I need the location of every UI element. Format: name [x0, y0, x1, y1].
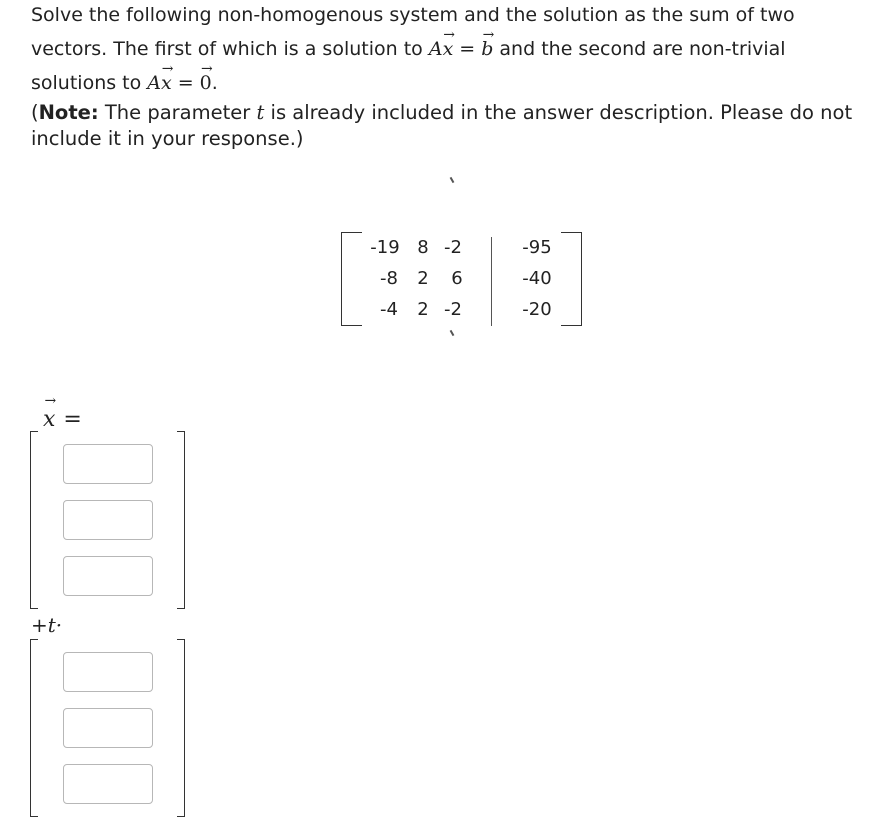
artifact-tick — [450, 330, 455, 336]
note — [31, 100, 861, 152]
matrix-cell: -8 — [380, 268, 398, 289]
parameter-t-label: +t· — [31, 613, 63, 637]
math-A: A — [428, 38, 443, 60]
matrix-cell: 8 — [417, 237, 429, 258]
x-symbol: → x — [43, 407, 55, 432]
intro-text-b: and the second are non-trivial solutions to — [31, 38, 786, 94]
matrix-cell: -40 — [522, 268, 552, 289]
matrix-left-bracket — [341, 232, 362, 326]
right-bracket — [177, 431, 185, 609]
matrix-cell: -19 — [370, 237, 400, 258]
homogeneous-entry-2[interactable] — [63, 708, 153, 748]
homogeneous-entry-3[interactable] — [63, 764, 153, 804]
matrix-cell: -95 — [522, 237, 552, 258]
math-x-vector-2: → x — [161, 66, 172, 100]
particular-solution-vector — [30, 431, 185, 609]
left-bracket — [30, 431, 38, 609]
period: . — [211, 72, 218, 94]
math-t: t — [256, 101, 265, 124]
matrix-cell: 2 — [417, 299, 429, 320]
matrix-cell: -4 — [380, 299, 398, 320]
x-equals: = — [63, 407, 82, 432]
matrix-cell: -20 — [522, 299, 552, 320]
artifact-tick — [450, 177, 455, 183]
particular-entry-2[interactable] — [63, 500, 153, 540]
x-vector-label — [43, 407, 82, 432]
matrix-cell: 6 — [451, 268, 463, 289]
math-zero-vector: → 0 — [200, 66, 212, 100]
note-label: Note: — [38, 101, 99, 124]
matrix-cell: -2 — [444, 299, 462, 320]
right-bracket — [177, 639, 185, 817]
particular-entry-1[interactable] — [63, 444, 153, 484]
math-equals: = — [459, 38, 476, 60]
augmented-matrix — [341, 232, 582, 326]
left-bracket — [30, 639, 38, 817]
intro-text-a: Solve the following non-homogenous system and the solution as the sum of two vectors. The first of which is a solution to — [31, 4, 795, 60]
note-open-paren: ( — [31, 101, 39, 124]
homogeneous-entry-1[interactable] — [63, 652, 153, 692]
matrix-right-bracket — [561, 232, 582, 326]
augment-divider — [491, 237, 492, 326]
math-b-vector: → b — [481, 32, 493, 66]
matrix-cell: 2 — [417, 268, 429, 289]
math-equals-2: = — [177, 72, 194, 94]
note-text-b: is already included in the answer description. Please do not include it in your response.) — [31, 101, 853, 150]
problem-statement — [31, 0, 851, 100]
note-text-a: The parameter — [98, 101, 257, 124]
matrix-cell: -2 — [444, 237, 462, 258]
math-x-vector: → x — [443, 32, 454, 66]
homogeneous-solution-vector — [30, 639, 185, 817]
particular-entry-3[interactable] — [63, 556, 153, 596]
math-A-2: A — [147, 72, 162, 94]
